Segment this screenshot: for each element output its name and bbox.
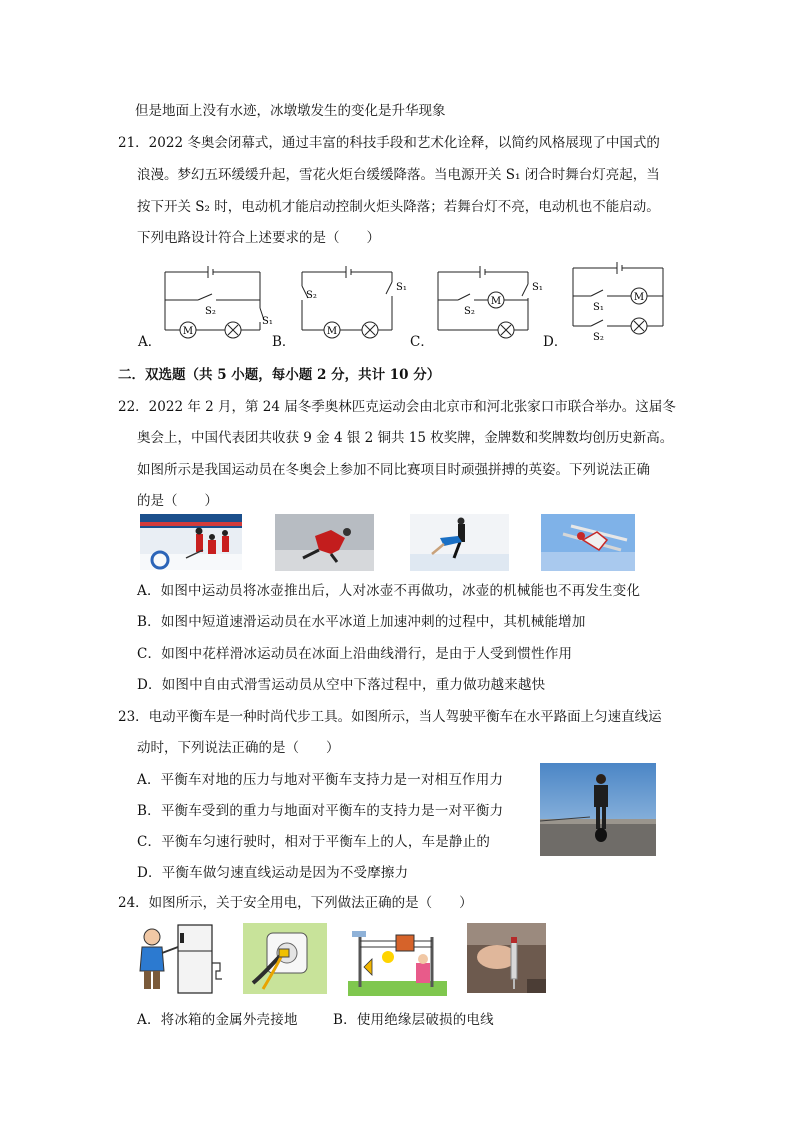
switch-s1-label-d: S₁ <box>593 302 604 313</box>
motor-label-c: M <box>490 296 502 307</box>
circuit-diagram-a <box>160 262 275 347</box>
circuit-diagram-b <box>294 262 409 347</box>
switch-s2-label-a: S₂ <box>205 306 216 317</box>
freestyle-skiing-photo <box>541 514 635 571</box>
test-pen-photo <box>467 923 546 993</box>
switch-s2-label-d: S₂ <box>593 332 604 343</box>
switch-s2-label-c: S₂ <box>464 306 475 317</box>
q24-line-1: 24．如图所示，关于安全用电，下列做法正确的是（ ） <box>118 895 473 911</box>
q22-option-d: D．如图中自由式滑雪运动员从空中下落过程中，重力做功越来越快 <box>137 677 546 693</box>
q22-option-a: A．如图中运动员将冰壶推出后，人对冰壶不再做功，冰壶的机械能也不再发生变化 <box>137 583 641 599</box>
kite-near-power-line-illustration <box>348 923 447 996</box>
q22-option-c: C．如图中花样滑冰运动员在冰面上沿曲线滑行，是由于人受到惯性作用 <box>137 646 573 662</box>
switch-s1-label-a: S₁ <box>262 316 273 327</box>
motor-label-a: M <box>182 326 194 337</box>
q24-option-a: A．将冰箱的金属外壳接地 <box>137 1012 298 1028</box>
switch-s1-label-b: S₁ <box>396 282 407 293</box>
previous-question-tail: 但是地面上没有水迹，冰墩墩发生的变化是升华现象 <box>135 103 446 119</box>
motor-label-b: M <box>326 326 338 337</box>
q21-line-1: 21．2022 冬奥会闭幕式，通过丰富的科技手段和艺术化诠释，以简约风格展现了中国式的 <box>118 135 660 151</box>
q21-option-c-label: C． <box>410 334 434 350</box>
q23-line-1: 23．电动平衡车是一种时尚代步工具。如图所示，当人驾驶平衡车在水平路面上匀速直线运 <box>118 709 662 725</box>
q22-line-3: 如图所示是我国运动员在冬奥会上参加不同比赛项目时顽强拼搏的英姿。下列说法正确 <box>137 462 650 478</box>
circuit-diagram-d <box>565 258 680 346</box>
q23-option-c: C．平衡车匀速行驶时，相对于平衡车上的人，车是静止的 <box>137 834 491 850</box>
q21-option-a-label: A． <box>138 334 162 350</box>
q22-line-4: 的是（ ） <box>137 493 218 509</box>
curling-photo <box>140 514 242 570</box>
q23-option-a: A．平衡车对地的压力与地对平衡车支持力是一对相互作用力 <box>137 772 504 788</box>
q22-option-b: B．如图中短道速滑运动员在水平冰道上加速冲刺的过程中，其机械能增加 <box>137 614 586 630</box>
damaged-wire-illustration <box>243 923 327 994</box>
q21-line-4: 下列电路设计符合上述要求的是（ ） <box>137 230 380 246</box>
q21-line-2: 浪漫。梦幻五环缓缓升起，雪花火炬台缓缓降落。当电源开关 S₁ 闭合时舞台灯亮起，当 <box>137 167 660 183</box>
q21-line-3: 按下开关 S₂ 时，电动机才能启动控制火炬头降落；若舞台灯不亮，电动机也不能启动。 <box>137 199 660 215</box>
grounded-fridge-illustration <box>130 923 228 997</box>
figure-skating-photo <box>410 514 509 571</box>
q21-option-b-label: B． <box>272 334 296 350</box>
q24-option-b: B．使用绝缘层破损的电线 <box>333 1012 494 1028</box>
switch-s2-label-b: S₂ <box>306 290 317 301</box>
q23-option-b: B．平衡车受到的重力与地面对平衡车的支持力是一对平衡力 <box>137 803 504 819</box>
q21-option-d-label: D． <box>543 334 568 350</box>
q22-line-2: 奥会上，中国代表团共收获 9 金 4 银 2 铜共 15 枚奖牌，金牌数和奖牌数均创历史新高。 <box>137 430 674 446</box>
circuit-diagram-c <box>430 262 550 347</box>
switch-s1-label-c: S₁ <box>532 282 543 293</box>
q23-line-2: 动时，下列说法正确的是（ ） <box>137 740 340 756</box>
motor-label-d: M <box>633 292 645 303</box>
q23-option-d: D．平衡车做匀速直线运动是因为不受摩擦力 <box>137 865 409 881</box>
speed-skating-photo <box>275 514 374 571</box>
section-2-heading: 二．双选题（共 5 小题，每小题 2 分，共计 10 分） <box>118 367 441 383</box>
q22-line-1: 22．2022 年 2 月，第 24 届冬季奥林匹克运动会由北京市和河北张家口市联合举办。这届冬 <box>118 399 676 415</box>
balance-scooter-photo <box>540 763 656 856</box>
